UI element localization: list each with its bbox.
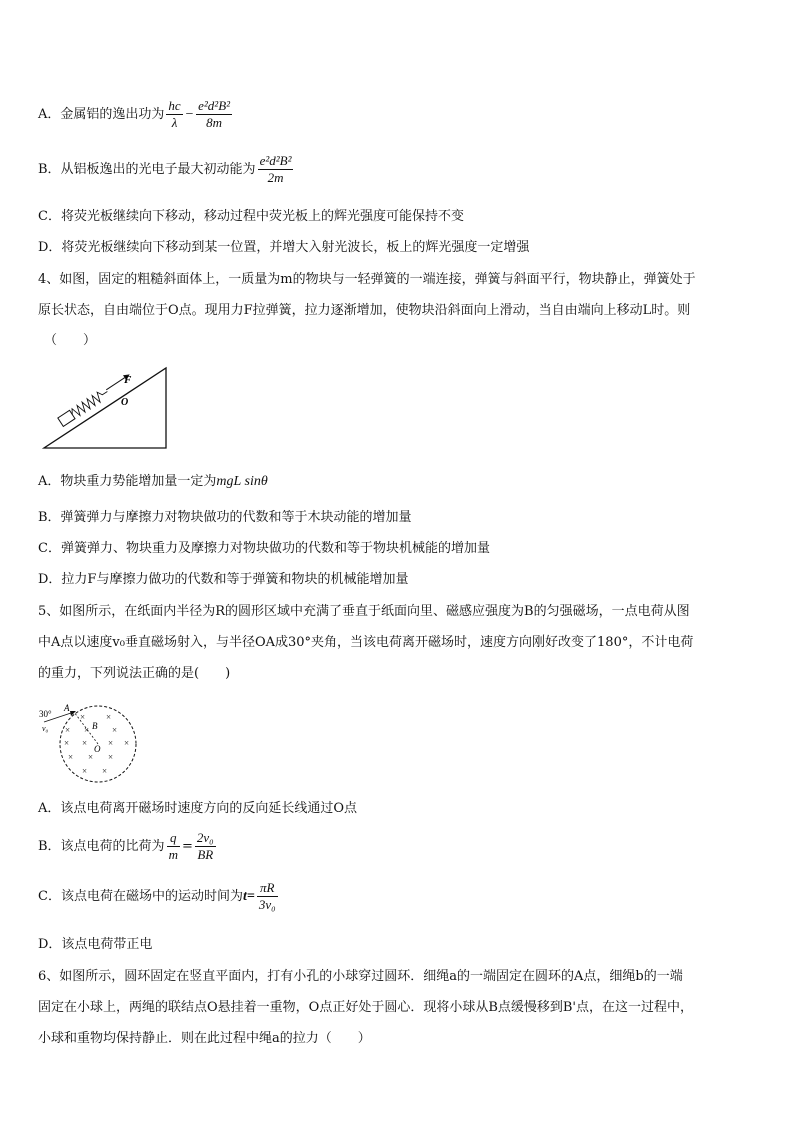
q5-magnetic-field-figure <box>38 700 150 786</box>
q3-option-a-frac2 <box>196 98 232 131</box>
field-cross: × <box>112 725 118 735</box>
field-cross: × <box>108 738 114 748</box>
v0-label: v₀ <box>42 724 49 733</box>
minus-sign: − <box>184 107 195 122</box>
q3-option-a <box>38 98 234 131</box>
angle-label: 30° <box>39 709 52 719</box>
force-arrow <box>106 378 124 390</box>
q4-option-d: D．拉力F与摩擦力做功的代数和等于弹簧和物块的机械能增加量 <box>38 572 409 587</box>
q4-answer-paren: （ ） <box>44 333 97 348</box>
frac-numerator: πR <box>257 880 278 897</box>
frac-denominator: 3v₀ <box>258 897 276 912</box>
q3-option-b-frac <box>258 153 294 186</box>
field-cross: × <box>88 752 94 762</box>
frac-numerator: q <box>167 830 180 847</box>
equals-sign: = <box>181 839 193 854</box>
q6-stem-line2: 固定在小球上，两绳的联结点O悬挂着一重物，O点正好处于圆心．现将小球从B点缓慢移到B'点，在这一过程中， <box>38 1000 693 1015</box>
q3-option-a-frac1 <box>166 98 182 131</box>
q4-option-c: C．弹簧弹力、物块重力及摩擦力对物块做功的代数和等于物块机械能的增加量 <box>38 541 490 556</box>
q4-incline-figure <box>40 364 170 452</box>
field-cross: × <box>82 738 88 748</box>
q5-option-c <box>38 880 280 913</box>
frac-denominator: 2m <box>267 170 284 185</box>
q5-stem-line2: 中A点以速度v₀垂直磁场射入，与半径OA成30°夹角，当该电荷离开磁场时，速度方向刚好改变了180°，不计电荷 <box>38 635 694 650</box>
field-cross: × <box>108 752 114 762</box>
incline-triangle <box>44 368 166 448</box>
q3-option-b <box>38 153 295 186</box>
time-symbol: t= <box>242 889 255 904</box>
q3-option-c: C．将荧光板继续向下移动，移动过程中荧光板上的辉光强度可能保持不变 <box>38 209 464 224</box>
field-cross: × <box>106 712 112 722</box>
frac-numerator: e²d²B² <box>259 153 292 168</box>
q5-option-b-text: B．该点电荷的比荷为 <box>38 839 165 854</box>
q4-option-a-text: A．物块重力势能增加量一定为 <box>38 474 217 489</box>
q5-option-c-text: C．该点电荷在磁场中的运动时间为 <box>38 889 243 904</box>
q5-option-b <box>38 830 218 863</box>
q3-option-a-text: A．金属铝的逸出功为 <box>38 107 165 122</box>
q4-option-a <box>38 474 268 490</box>
q3-option-d: D．将荧光板继续向下移动到某一位置，并增大入射光波长，板上的辉光强度一定增强 <box>38 240 530 255</box>
q5-stem-line3: 的重力，下列说法正确的是( ) <box>38 666 231 681</box>
q4-stem-line1: 4、如图，固定的粗糙斜面体上，一质量为m的物块与一轻弹簧的一端连接，弹簧与斜面平行，物块静止，弹簧处于 <box>38 272 696 287</box>
frac-denominator: 8m <box>206 115 223 130</box>
q5-stem-line1: 5、如图所示，在纸面内半径为R的圆形区域中充满了垂直于纸面向里、磁感应强度为B的匀强磁场，一点电荷从图 <box>38 604 690 619</box>
frac-denominator: m <box>168 847 178 862</box>
field-cross: × <box>80 712 86 722</box>
q4-stem-line2: 原长状态，自由端位于O点。现用力F拉弹簧，拉力逐渐增加，使物块沿斜面向上滑动，当自由端向上移动L时。则 <box>38 303 691 318</box>
point-o-label: O <box>121 397 129 408</box>
frac-denominator: BR <box>197 847 214 862</box>
field-cross: × <box>84 725 90 735</box>
frac-numerator: 2v₀ <box>196 830 214 845</box>
field-cross: × <box>65 725 71 735</box>
q4-option-a-math: mgL sinθ <box>216 474 268 489</box>
field-cross: × <box>82 766 88 776</box>
q3-option-b-text: B．从铝板逸出的光电子最大初动能为 <box>38 162 256 177</box>
q5-option-d: D．该点电荷带正电 <box>38 937 153 952</box>
charge-ratio-value-frac <box>195 830 216 863</box>
field-cross: × <box>102 766 108 776</box>
frac-numerator: e²d²B² <box>198 98 231 113</box>
point-b-label: B <box>92 721 98 731</box>
time-frac <box>257 880 278 913</box>
point-a-label: A <box>64 703 70 713</box>
q6-stem-line1: 6、如图所示，圆环固定在竖直平面内，打有小孔的小球穿过圆环．细绳a的一端固定在圆环的A点，细绳b的一端 <box>38 969 683 984</box>
field-cross: × <box>64 738 70 748</box>
field-cross: × <box>124 738 130 748</box>
q4-option-b: B．弹簧弹力与摩擦力对物块做功的代数和等于木块动能的增加量 <box>38 510 412 525</box>
q5-option-a: A．该点电荷离开磁场时速度方向的反向延长线通过O点 <box>38 801 358 816</box>
force-label: F <box>124 374 132 386</box>
spring <box>70 387 111 418</box>
frac-numerator: hc <box>168 98 181 113</box>
q6-stem-line3: 小球和重物均保持静止．则在此过程中绳a的拉力（ ） <box>38 1031 371 1046</box>
field-cross: × <box>68 752 74 762</box>
charge-ratio-frac <box>167 830 180 863</box>
center-o-label: O <box>94 744 101 754</box>
frac-denominator: λ <box>171 115 178 130</box>
